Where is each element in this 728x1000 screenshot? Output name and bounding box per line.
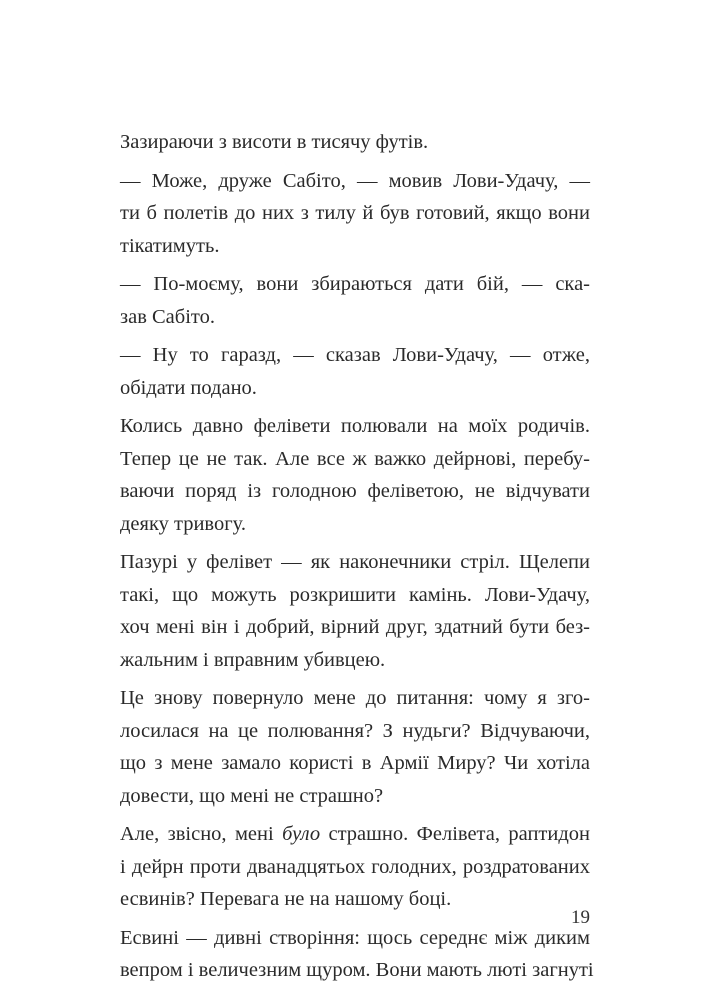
text-line: Це знову повернуло мене до питання: чому я зго- — [120, 687, 590, 709]
text-line: Колись давно фелівети полювали на моїх родичів. — [120, 415, 590, 437]
text-run: Але, звісно, мені — [120, 823, 283, 845]
text-line: деяку тривогу. — [120, 512, 246, 535]
paragraph — [120, 126, 590, 159]
paragraph — [120, 268, 590, 333]
page-number: 19 — [571, 907, 590, 928]
text-line: — Ну то гаразд, — сказав Лови-Удачу, — отже, — [120, 344, 590, 366]
text-line: Пазурі у фелівет — як наконечники стріл. Щелепи — [120, 551, 590, 573]
text-line: такі, що можуть розкришити камінь. Лови-Удачу, — [120, 583, 590, 606]
text-line: — Може, друже Сабіто, — мовив Лови-Удачу, — — [120, 169, 590, 192]
text-line: Тепер це не так. Але все ж важко дейрнові, перебу- — [120, 447, 590, 470]
text-line: — По-моєму, вони збираються дати бій, — ска- — [120, 273, 590, 295]
paragraph — [120, 410, 590, 540]
text-line — [120, 818, 590, 851]
text-line: що з мене замало користі в Армії Миру? Чи хотіла — [120, 752, 590, 774]
text-line: обідати подано. — [120, 376, 257, 399]
paragraph — [120, 818, 590, 916]
text-line: есвинів? Перевага не на нашому боці. — [120, 888, 452, 910]
text-line: вепром і величезним щуром. Вони мають люті загнуті — [120, 959, 594, 981]
text-line: лосилася на це полювання? З нудьги? Відчуваючи, — [120, 719, 590, 742]
text-line: ти б полетів до них з тилу й був готовий, якщо вони — [120, 202, 590, 224]
text-line: і дейрн проти дванадцятьох голодних, роздратованих — [120, 855, 590, 878]
text-line: тікатимуть. — [120, 234, 220, 257]
body-text — [120, 126, 594, 993]
text-line: хоч мені він і добрий, вірний друг, здатний бути без- — [120, 616, 590, 638]
text-line: Есвині — дивні створіння: щось середнє між диким — [120, 926, 590, 949]
text-line: ваючи поряд із голодною фелівeтою, не відчувати — [120, 480, 590, 502]
paragraph — [120, 546, 590, 676]
text-run: страшно. Фелівета, раптидон — [320, 823, 590, 845]
paragraph — [120, 682, 590, 812]
text-line: Зазираючи з висоти в тисячу футів. — [120, 131, 429, 153]
text-line: зав Сабіто. — [120, 305, 215, 328]
paragraph — [120, 922, 594, 987]
paragraph — [120, 339, 590, 404]
emphasis-text: було — [282, 823, 321, 845]
text-line: довести, що мені не страшно? — [120, 784, 384, 807]
paragraph — [120, 165, 590, 263]
text-line: жальним і вправним убивцею. — [120, 648, 386, 671]
